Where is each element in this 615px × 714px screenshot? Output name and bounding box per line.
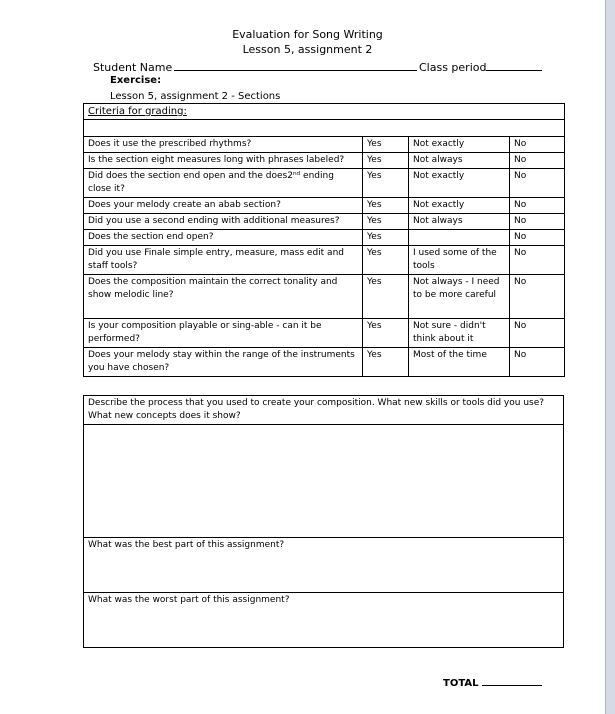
criteria-yes[interactable]: Yes <box>363 230 409 246</box>
criteria-question: Does your melody create an abab section? <box>84 198 363 214</box>
criteria-question: Did you use Finale simple entry, measure, mass edit and staff tools? <box>84 246 363 275</box>
worst-row <box>84 593 564 648</box>
criteria-partial[interactable]: Not always <box>409 153 510 169</box>
total-label: TOTAL <box>443 678 479 689</box>
criteria-yes[interactable]: Yes <box>363 198 409 214</box>
document-subtitle: Lesson 5, assignment 2 <box>242 43 373 56</box>
criteria-row <box>84 275 565 319</box>
criteria-no[interactable]: No <box>510 214 565 230</box>
criteria-partial[interactable]: Not sure - didn't think about it <box>409 319 510 348</box>
criteria-question: Does your melody stay within the range of the instruments you have chosen? <box>84 348 363 377</box>
best-row <box>84 538 564 593</box>
criteria-yes[interactable]: Yes <box>363 214 409 230</box>
criteria-question: Does it use the prescribed rhythms? <box>84 137 363 153</box>
criteria-no[interactable]: No <box>510 275 565 319</box>
best-part-prompt[interactable]: What was the best part of this assignment? <box>84 538 564 593</box>
criteria-no[interactable]: No <box>510 348 565 377</box>
class-period-blank[interactable] <box>486 60 542 71</box>
criteria-partial[interactable]: Not always - I need to be more careful <box>409 275 510 319</box>
criteria-heading-row <box>84 104 565 120</box>
criteria-row <box>84 348 565 377</box>
criteria-question: Does the composition maintain the correct tonality and show melodic line? <box>84 275 363 319</box>
worst-part-prompt[interactable]: What was the worst part of this assignment? <box>84 593 564 648</box>
criteria-yes[interactable]: Yes <box>363 275 409 319</box>
criteria-no[interactable]: No <box>510 230 565 246</box>
total-field[interactable] <box>443 676 542 689</box>
criteria-row <box>84 169 565 198</box>
criteria-spacer-cell <box>84 120 565 137</box>
criteria-partial[interactable] <box>409 230 510 246</box>
criteria-no[interactable]: No <box>510 319 565 348</box>
student-name-field[interactable] <box>93 60 417 74</box>
student-name-blank[interactable] <box>174 60 417 71</box>
criteria-row <box>84 137 565 153</box>
lesson-line: Lesson 5, assignment 2 - Sections <box>110 91 281 102</box>
criteria-partial[interactable]: Not exactly <box>409 169 510 198</box>
criteria-yes[interactable]: Yes <box>363 169 409 198</box>
window-scroll-margin <box>606 0 615 714</box>
criteria-spacer-row <box>84 120 565 137</box>
criteria-table <box>83 103 565 377</box>
criteria-row <box>84 230 565 246</box>
criteria-question: Does the section end open? <box>84 230 363 246</box>
criteria-partial[interactable]: Not always <box>409 214 510 230</box>
criteria-yes[interactable]: Yes <box>363 348 409 377</box>
criteria-row <box>84 214 565 230</box>
exercise-label: Exercise: <box>110 75 162 86</box>
criteria-question: Did does the section end open and the does2ⁿᵈ ending close it? <box>84 169 363 198</box>
criteria-partial[interactable]: Most of the time <box>409 348 510 377</box>
criteria-no[interactable]: No <box>510 137 565 153</box>
process-answer-row <box>84 425 564 538</box>
criteria-partial[interactable]: I used some of the tools <box>409 246 510 275</box>
criteria-no[interactable]: No <box>510 246 565 275</box>
criteria-question: Did you use a second ending with additional measures? <box>84 214 363 230</box>
criteria-no[interactable]: No <box>510 198 565 214</box>
criteria-partial[interactable]: Not exactly <box>409 198 510 214</box>
class-period-label: Class period <box>419 61 487 74</box>
criteria-row <box>84 319 565 348</box>
criteria-row <box>84 153 565 169</box>
process-prompt: Describe the process that you used to create your composition. What new skills or tools did you use? What new concepts does it show? <box>84 396 564 425</box>
criteria-heading: Criteria for grading: <box>88 106 187 117</box>
criteria-heading-cell <box>84 104 565 120</box>
document-title: Evaluation for Song Writing <box>232 28 383 41</box>
criteria-no[interactable]: No <box>510 169 565 198</box>
criteria-yes[interactable]: Yes <box>363 319 409 348</box>
criteria-question: Is your composition playable or sing-able - can it be performed? <box>84 319 363 348</box>
criteria-partial[interactable]: Not exactly <box>409 137 510 153</box>
criteria-no[interactable]: No <box>510 153 565 169</box>
criteria-question: Is the section eight measures long with phrases labeled? <box>84 153 363 169</box>
criteria-yes[interactable]: Yes <box>363 246 409 275</box>
criteria-yes[interactable]: Yes <box>363 153 409 169</box>
total-blank[interactable] <box>482 676 542 686</box>
criteria-yes[interactable]: Yes <box>363 137 409 153</box>
class-period-field[interactable] <box>419 60 542 74</box>
criteria-row <box>84 198 565 214</box>
criteria-row <box>84 246 565 275</box>
process-answer-area[interactable] <box>84 425 564 538</box>
reflection-table <box>83 395 564 648</box>
process-row <box>84 396 564 425</box>
student-name-label: Student Name <box>93 61 173 74</box>
